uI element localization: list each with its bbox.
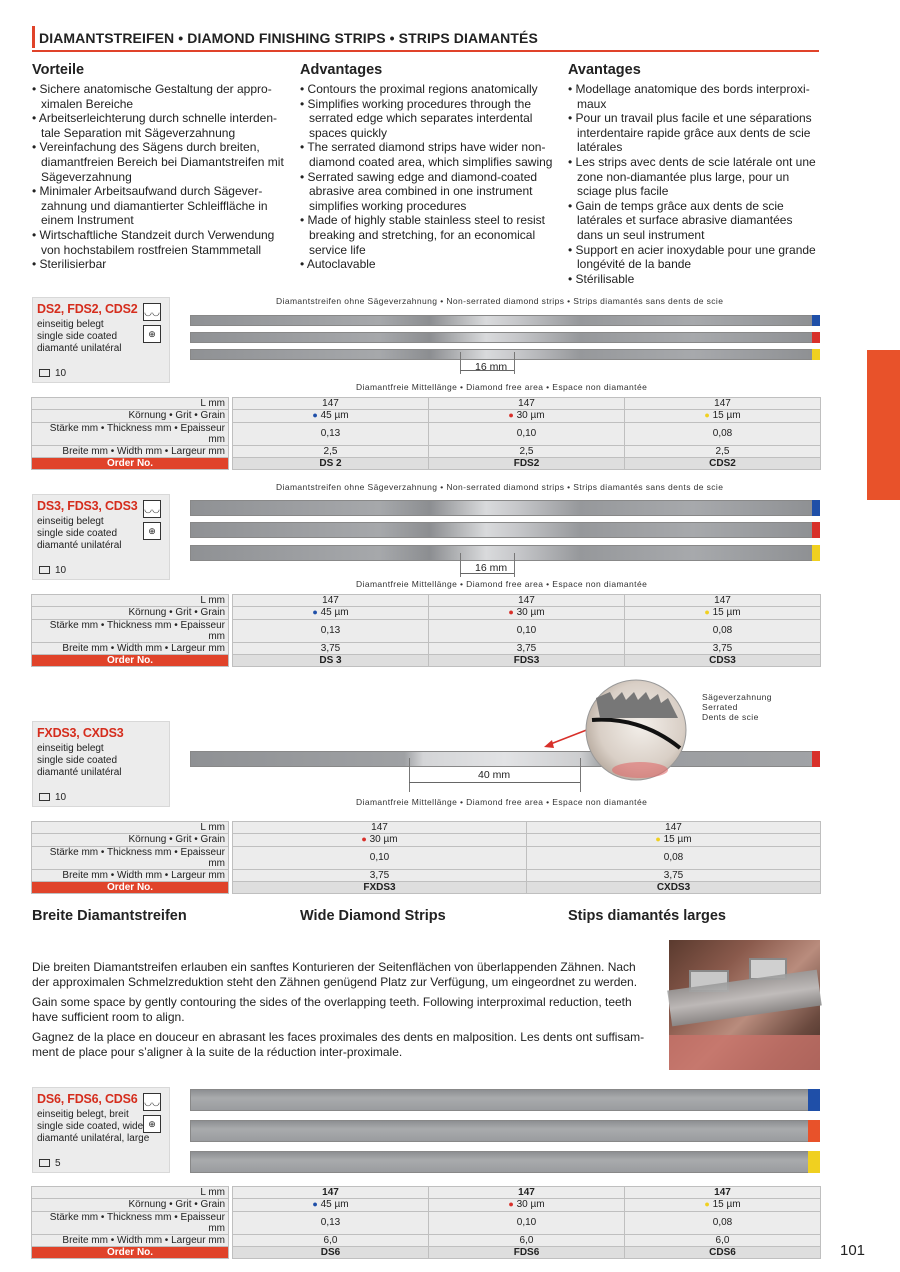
- list-item: • Minimaler Arbeitsaufwand durch Sägeverzahnung und diamantierter Schleiffläche in einem Instrument: [32, 184, 292, 228]
- color-code-red: [812, 332, 820, 343]
- strip-cds3: [190, 545, 820, 561]
- color-code-yellow: [812, 349, 820, 360]
- free-area-caption: Diamantfreie Mittellänge • Diamond free area • Espace non diamantée: [356, 382, 648, 392]
- product-name: FXDS3, CXDS3: [37, 726, 124, 740]
- product-name: DS2, FDS2, CDS2: [37, 302, 138, 316]
- list-item: • Serrated sawing edge and diamond-coated abrasive area combined in one instrument simplifies working procedures: [300, 170, 560, 214]
- list-item: • Autoclavable: [300, 257, 560, 272]
- package-icon: [39, 793, 50, 801]
- strip-caption: Diamantstreifen ohne Sägeverzahnung • Non-serrated diamond strips • Strips diamantés sans dents de scie: [276, 296, 724, 306]
- serrated-edge-magnifier-icon: [540, 678, 700, 788]
- free-area-caption: Diamantfreie Mittellänge • Diamond free area • Espace non diamantée: [356, 797, 648, 807]
- sterilize-icon: ◡◡: [143, 303, 161, 321]
- sterilize-icon: ◡◡: [143, 1093, 161, 1111]
- section-title-fr: Stips diamantés larges: [568, 908, 726, 924]
- strip-cds2: [190, 349, 820, 360]
- column-de: [32, 62, 292, 272]
- spec-table-fxds3: L mm 147 147 Körnung • Grit • Grain ● 30 µm ● 15 µm Stärke mm • Thickness mm • Epaisseur mm 0,10 0,08 Breite mm • Width mm • Largeur mm 3,75 3,75 Order No. FXDS3 CXDS3: [31, 821, 821, 894]
- autoclave-icon: ⊕: [143, 325, 161, 343]
- spec-table-ds3: L mm 147 147 147 Körnung • Grit • Grain ● 45 µm ● 30 µm ● 15 µm Stärke mm • Thickness mm • Epaisseur mm 0,13 0,10 0,08 Breite mm • Width mm • Largeur mm 3,75 3,75 3,75 Order No. DS 3 FDS3 CDS3: [31, 594, 821, 667]
- column-en: [300, 62, 560, 272]
- product-box-ds2: [32, 297, 170, 383]
- section-title-de: Breite Diamantstreifen: [32, 908, 187, 924]
- dimension-label: 16 mm: [475, 562, 508, 574]
- free-area-caption: Diamantfreie Mittellänge • Diamond free area • Espace non diamantée: [356, 579, 648, 589]
- strip-fxds3: [190, 751, 820, 767]
- package-icon: [39, 566, 50, 574]
- color-code-blue: [812, 315, 820, 326]
- product-name: DS6, FDS6, CDS6: [37, 1092, 138, 1106]
- dimension-label: 40 mm: [478, 769, 511, 781]
- color-code-yellow: [808, 1151, 820, 1173]
- product-box-fxds3: [32, 721, 170, 807]
- list-item: • Simplifies working procedures through the serrated edge which separates interdental spaces quickly: [300, 97, 560, 141]
- list-item: • Support en acier inoxydable pour une grande longévité de la bande: [568, 243, 820, 272]
- column-fr: [568, 62, 820, 286]
- spec-table-ds2: L mm 147 147 147 Körnung • Grit • Grain ● 45 µm ● 30 µm ● 15 µm Stärke mm • Thickness mm • Epaisseur mm 0,13 0,10 0,08 Breite mm • Width mm • Largeur mm 2,5 2,5 2,5 Order No. DS 2 FDS2 CDS2: [31, 397, 821, 470]
- package-icon: [39, 1159, 50, 1167]
- section-title-en: Wide Diamond Strips: [300, 908, 446, 924]
- color-code-blue: [812, 500, 820, 516]
- product-description: einseitig belegt single side coated diamanté unilatéral: [37, 743, 122, 778]
- color-code-red: [808, 1120, 820, 1142]
- list-item: • Les strips avec dents de scie latérale ont une zone non-diamantée plus large, pour un sciage plus facile: [568, 155, 820, 199]
- product-description: einseitig belegt single side coated diamanté unilatéral: [37, 319, 122, 354]
- strip-caption: Diamantstreifen ohne Sägeverzahnung • Non-serrated diamond strips • Strips diamantés sans dents de scie: [276, 482, 724, 492]
- product-box-ds6: [32, 1087, 170, 1173]
- autoclave-icon: ⊕: [143, 1115, 161, 1133]
- paragraph-fr: Gagnez de la place en douceur en abrasant les faces proximales des dents en malposition. Les dents ont suffisamment de place pour s’aligner à la suite de la réduction inter-proximale.: [32, 1030, 645, 1059]
- sterilize-icon: ◡◡: [143, 500, 161, 518]
- page-header: [32, 26, 819, 52]
- paragraph-en: Gain some space by gently contouring the sides of the overlapping teeth. Following interproximal reduction, teeth have sufficient room to align.: [32, 995, 632, 1024]
- list-item: • Vereinfachung des Sägens durch breiten, diamantfreien Bereich bei Diamantstreifen mit Sägeverzahnung: [32, 140, 292, 184]
- dental-photo: [669, 940, 820, 1070]
- header-accent-bar: [32, 26, 35, 48]
- strip-fds6: [190, 1120, 820, 1142]
- spec-table-ds6: L mm 147 147 147 Körnung • Grit • Grain ● 45 µm ● 30 µm ● 15 µm Stärke mm • Thickness mm • Epaisseur mm 0,13 0,10 0,08 Breite mm • Width mm • Largeur mm 6,0 6,0 6,0 Order No. DS6 FDS6 CDS6: [31, 1186, 821, 1259]
- strip-ds3: [190, 500, 820, 516]
- color-code-yellow: [812, 545, 820, 561]
- pack-quantity: 10: [39, 368, 66, 379]
- page-number: 101: [840, 1242, 866, 1259]
- list-item: • Stérilisable: [568, 272, 820, 287]
- list-item: • Modellage anatomique des bords interproximaux: [568, 82, 820, 111]
- color-code-red: [812, 751, 820, 767]
- list-item: • Wirtschaftliche Standzeit durch Verwendung von hochstabilem rostfreien Stammmetall: [32, 228, 292, 257]
- dimension-label: 16 mm: [475, 361, 508, 373]
- list-item: • Made of highly stable stainless steel to resist breaking and stretching, for an economical service life: [300, 213, 560, 257]
- list-item: • Pour un travail plus facile et une séparations interdentaire rapide grâce aux dents de scie latérales: [568, 111, 820, 155]
- package-icon: [39, 369, 50, 377]
- list-item: • Contours the proximal regions anatomically: [300, 82, 560, 97]
- pack-quantity: 10: [39, 565, 66, 576]
- product-name: DS3, FDS3, CDS3: [37, 499, 138, 513]
- list-item: • Arbeitserleichterung durch schnelle interdentale Separation mit Sägeverzahnung: [32, 111, 292, 140]
- autoclave-icon: ⊕: [143, 522, 161, 540]
- strip-ds6: [190, 1089, 820, 1111]
- pack-quantity: 10: [39, 792, 66, 803]
- pack-quantity: 5: [39, 1158, 61, 1169]
- strip-ds2: [190, 315, 820, 326]
- column-title: Vorteile: [32, 62, 85, 78]
- paragraph-de: Die breiten Diamantstreifen erlauben ein sanftes Konturieren der Seitenflächen von überlappenden Zähnen. Nach der approximalen Schmelzreduktion steht den Zähnen genügend Platz zur Verfügung, um eingeordnet zu werden.: [32, 960, 638, 989]
- column-title: Advantages: [300, 62, 383, 78]
- strip-fds3: [190, 522, 820, 538]
- product-box-ds3: [32, 494, 170, 580]
- color-code-red: [812, 522, 820, 538]
- color-code-blue: [808, 1089, 820, 1111]
- side-tab: [867, 350, 900, 500]
- list-item: • Gain de temps grâce aux dents de scie latérales et surface abrasive diamantées dans un seul instrument: [568, 199, 820, 243]
- serrated-label: Sägeverzahnung Serrated Dents de scie: [702, 692, 772, 722]
- list-item: • Sichere anatomische Gestaltung der approximalen Bereiche: [32, 82, 292, 111]
- column-title: Avantages: [568, 62, 641, 78]
- strip-cds6: [190, 1151, 820, 1173]
- product-description: einseitig belegt single side coated diamanté unilatéral: [37, 516, 122, 551]
- page-title: DIAMANTSTREIFEN • DIAMOND FINISHING STRIPS • STRIPS DIAMANTÉS: [39, 30, 538, 46]
- list-item: • Sterilisierbar: [32, 257, 292, 272]
- list-item: • The serrated diamond strips have wider non-diamond coated area, which simplifies sawing: [300, 140, 560, 169]
- product-description: einseitig belegt, breit single side coated, wide diamanté unilatéral, large: [37, 1109, 150, 1144]
- strip-fds2: [190, 332, 820, 343]
